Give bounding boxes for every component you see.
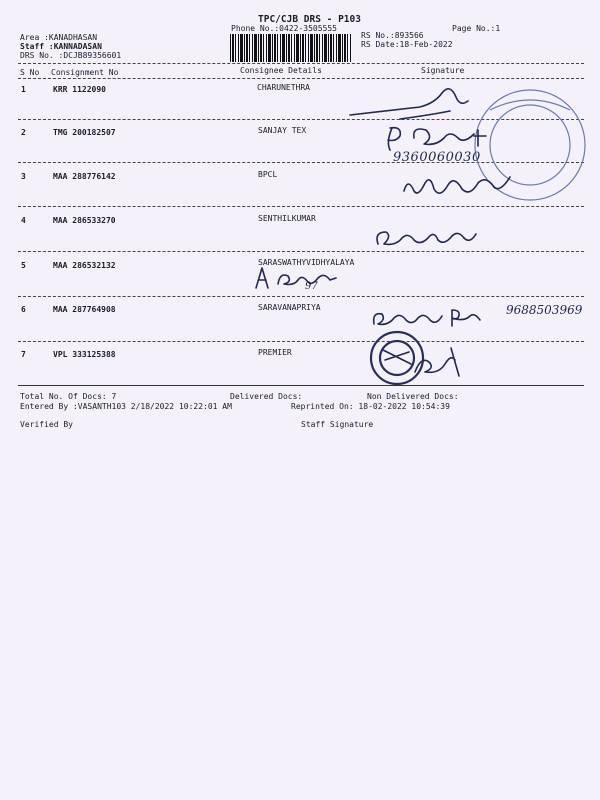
barcode <box>230 34 352 62</box>
row-consignee: SANJAY TEX <box>258 126 307 135</box>
row3-signature <box>400 165 540 205</box>
col-consignee: Consignee Details <box>240 66 322 75</box>
row-consignment: MAA 286533270 <box>53 216 116 225</box>
header-top-rule <box>18 63 584 64</box>
row-divider <box>18 251 584 252</box>
col-consignment: Consignment No <box>51 68 119 77</box>
row-consignment: TMG 200182507 <box>53 128 116 137</box>
row-divider <box>18 296 584 297</box>
row6-handwritten-phone: 9688503969 <box>506 303 583 317</box>
row-consignee: SARAVANAPRIYA <box>258 303 321 312</box>
row-consignee: SARASWATHYVIDHYALAYA <box>258 258 355 267</box>
row4-signature <box>372 222 482 254</box>
drs-number: DRS No. :DCJB89356601 <box>20 51 122 60</box>
row-sno: 1 <box>21 85 26 94</box>
col-sno: S No <box>20 68 40 77</box>
total-docs: Total No. Of Docs: 7 <box>20 392 117 401</box>
row-consignment: MAA 288776142 <box>53 172 116 181</box>
row-consignment: KRR 1122090 <box>53 85 106 94</box>
row-consignee: SENTHILKUMAR <box>258 214 316 223</box>
staff: Staff :KANNADASAN <box>20 42 102 51</box>
table-bottom-rule <box>18 385 584 386</box>
staff-signature-label: Staff Signature <box>301 420 374 429</box>
non-delivered-docs: Non Delivered Docs: <box>367 392 459 401</box>
row-sno: 3 <box>21 172 26 181</box>
row-consignee: CHARUNETHRA <box>257 83 310 92</box>
row2-handwritten-phone: 9360060030 <box>393 150 481 165</box>
row-consignment: VPL 333125388 <box>53 350 116 359</box>
row-consignment: MAA 286532132 <box>53 261 116 270</box>
col-signature: Signature <box>421 66 465 75</box>
entered-by: Entered By :VASANTH103 2/18/2022 10:22:01 AM <box>20 402 232 411</box>
phone-number: Phone No.:0422-3505555 <box>231 24 337 33</box>
delivered-docs: Delivered Docs: <box>230 392 303 401</box>
rs-number: RS No.:893566 <box>361 31 424 40</box>
row-sno: 7 <box>21 350 26 359</box>
verified-by: Verified By <box>20 420 73 429</box>
row7-stamp-signature <box>355 330 475 388</box>
row5-handwritten-note: 97 <box>305 281 318 292</box>
row-consignment: MAA 287764908 <box>53 305 116 314</box>
reprinted-on: Reprinted On: 18-02-2022 10:54:39 <box>291 402 450 411</box>
page-number: Page No.:1 <box>452 24 501 33</box>
document-title: TPC/CJB DRS - P103 <box>258 14 361 25</box>
row-divider <box>18 341 584 342</box>
rs-date: RS Date:18-Feb-2022 <box>361 40 453 49</box>
row-consignee: PREMIER <box>258 348 292 357</box>
row-sno: 5 <box>21 261 26 270</box>
row-sno: 2 <box>21 128 26 137</box>
row-sno: 6 <box>21 305 26 314</box>
row-sno: 4 <box>21 216 26 225</box>
area: Area :KANADHASAN <box>20 33 98 42</box>
row-consignee: BPCL <box>258 170 278 179</box>
